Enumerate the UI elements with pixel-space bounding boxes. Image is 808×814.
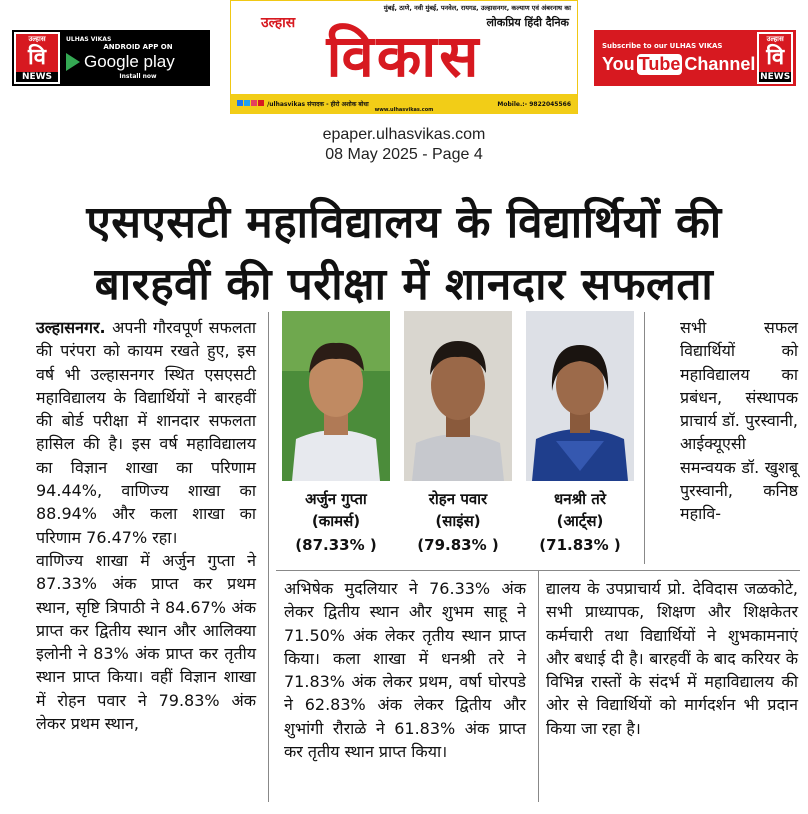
article-column-3-top [656, 316, 798, 526]
masthead [230, 0, 578, 114]
column-divider [538, 570, 539, 802]
masthead-title: विकास [326, 22, 482, 90]
column-divider [644, 312, 645, 564]
student-caption [277, 488, 395, 556]
student-stream: (कामर्स) [311, 512, 361, 530]
app-brand: ULHAS VIKAS [66, 36, 112, 43]
article-column-3-bottom [546, 577, 798, 740]
photo-row-divider [276, 570, 800, 571]
epaper-url: epaper.ulhasvikas.com [322, 126, 486, 143]
google-play-label: Google play [84, 52, 175, 71]
paragraph: अभिषेक मुदलियार ने 76.33% अंक लेकर द्वितीय स्थान और शुभम साहू ने 71.50% अंक लेकर तृतीय स्थान प्राप्त किया। कला शाखा में धनश्री तरे ने 71.83% अंक लेकर प्रथम, वर्षा घोरपडे ने 62.83% अंक लेकर द्वितीय और शुभांगी रौराळे ने 61.83% अंक प्राप्त कर तृतीय स्थान प्राप्त किया। [284, 579, 526, 762]
ulhas-vikas-news-logo: उल्हास वि NEWS [757, 32, 793, 84]
google-play-icon [66, 53, 80, 71]
masthead-editor: /ulhasvikas संपादक - हीरो अशोक बोधा [267, 101, 369, 108]
student-percent: (79.83% ) [417, 536, 499, 554]
install-now-label: Install now [119, 73, 157, 80]
twitter-icon [244, 100, 250, 106]
student-stream: (आर्ट्स) [556, 512, 604, 530]
facebook-icon [237, 100, 243, 106]
instagram-icon [251, 100, 257, 106]
student-name: अर्जुन गुप्ता [305, 490, 367, 508]
masthead-regions: मुंबई, ठाणे, नवी मुंबई, पनवेल, रायगड, उल्हासनगर, कल्याण एवं अंबरनाथ का [231, 1, 577, 15]
masthead-mobile: Mobile.:- 9822045566 [497, 100, 571, 108]
masthead-tagline: लोकप्रिय हिंदी दैनिक [486, 16, 569, 29]
android-app-promo[interactable] [12, 30, 210, 86]
paragraph: द्यालय के उपप्राचार्य प्रो. देविदास जळकोटे, सभी प्राध्यापक, शिक्षण और शिक्षकेतर कर्मचारी तथा विद्यार्थियों ने शुभकामनाएं और बधाई दी है। बारहवीं के बाद करियर के विभिन्न रास्तों के संदर्भ में महाविद्यालय की ओर से विद्यार्थियों को मार्गदर्शन भी प्रदान किया जा रहा है। [546, 579, 798, 738]
dateline: उल्हासनगर. [36, 318, 106, 337]
student-photo-dhanashri [526, 311, 634, 481]
masthead-small-title: उल्हास [261, 15, 296, 31]
student-name: रोहन पवार [428, 490, 488, 508]
column-divider [268, 312, 269, 802]
student-caption [399, 488, 517, 556]
paragraph: अपनी गौरवपूर्ण सफलता की परंपरा को कायम रखते हुए, इस वर्ष भी उल्हासनगर स्थित एसएसटी महाविद्यालय के विद्यार्थियों ने बारहवीं की बोर्ड परीक्षा में शानदार सफलता हासिल की है। इस वर्ष महाविद्यालय का विज्ञान शाखा का परिणाम 94.44%, वाणिज्य शाखा का 88.94% और कला शाखा का परिणाम 76.47% रहा। [36, 318, 256, 547]
student-stream: (साइंस) [435, 512, 481, 530]
student-percent: (71.83% ) [539, 536, 621, 554]
student-name: धनश्री तरे [554, 490, 606, 508]
headline-line-2: बारहवीं की परीक्षा में शानदार सफलता [94, 259, 714, 310]
article-column-1 [12, 316, 256, 735]
youtube-icon [258, 100, 264, 106]
youtube-icon: Tube [638, 53, 681, 74]
student-photo-arjun [282, 311, 390, 481]
article-column-2 [284, 577, 526, 763]
masthead-url: www.ulhasvikas.com [374, 107, 434, 113]
paragraph: सभी सफल विद्यार्थियों को महाविद्यालय का प्रबंधन, संस्थापक प्राचार्य डॉ. पुरस्वानी, आईक्यूएसी समन्वयक डॉ. खुशबू पुरस्वानी, कनिष्ठ महावि- [680, 318, 798, 524]
headline-line-1: एसएसटी महाविद्यालय के विद्यार्थियों की [86, 197, 722, 248]
student-percent: (87.33% ) [295, 536, 377, 554]
subscribe-label: Subscribe to our ULHAS VIKAS [602, 41, 723, 50]
epaper-date: 08 May 2025 - Page 4 [325, 146, 483, 163]
student-photo-rohan [404, 311, 512, 481]
ulhas-vikas-news-logo: उल्हास वि NEWS [14, 32, 60, 84]
android-label: ANDROID APP ON [103, 43, 173, 51]
youtube-channel-promo[interactable]: Subscribe to our ULHAS VIKAS You Tube Channel उल्हास वि NEWS [594, 30, 796, 86]
student-caption [521, 488, 639, 556]
paragraph: वाणिज्य शाखा में अर्जुन गुप्ता ने 87.33% अंक प्राप्त कर प्रथम स्थान, सृष्टि त्रिपाठी ने 84.67% अंक प्राप्त कर द्वितीय स्थान और आलिक्या इलोनी ने 83% अंक प्राप्त कर तृतीय स्थान प्राप्त किया। वहीं विज्ञान शाखा में रोहन पवार ने 79.83% अंक लेकर प्रथम स्थान, [36, 550, 256, 734]
